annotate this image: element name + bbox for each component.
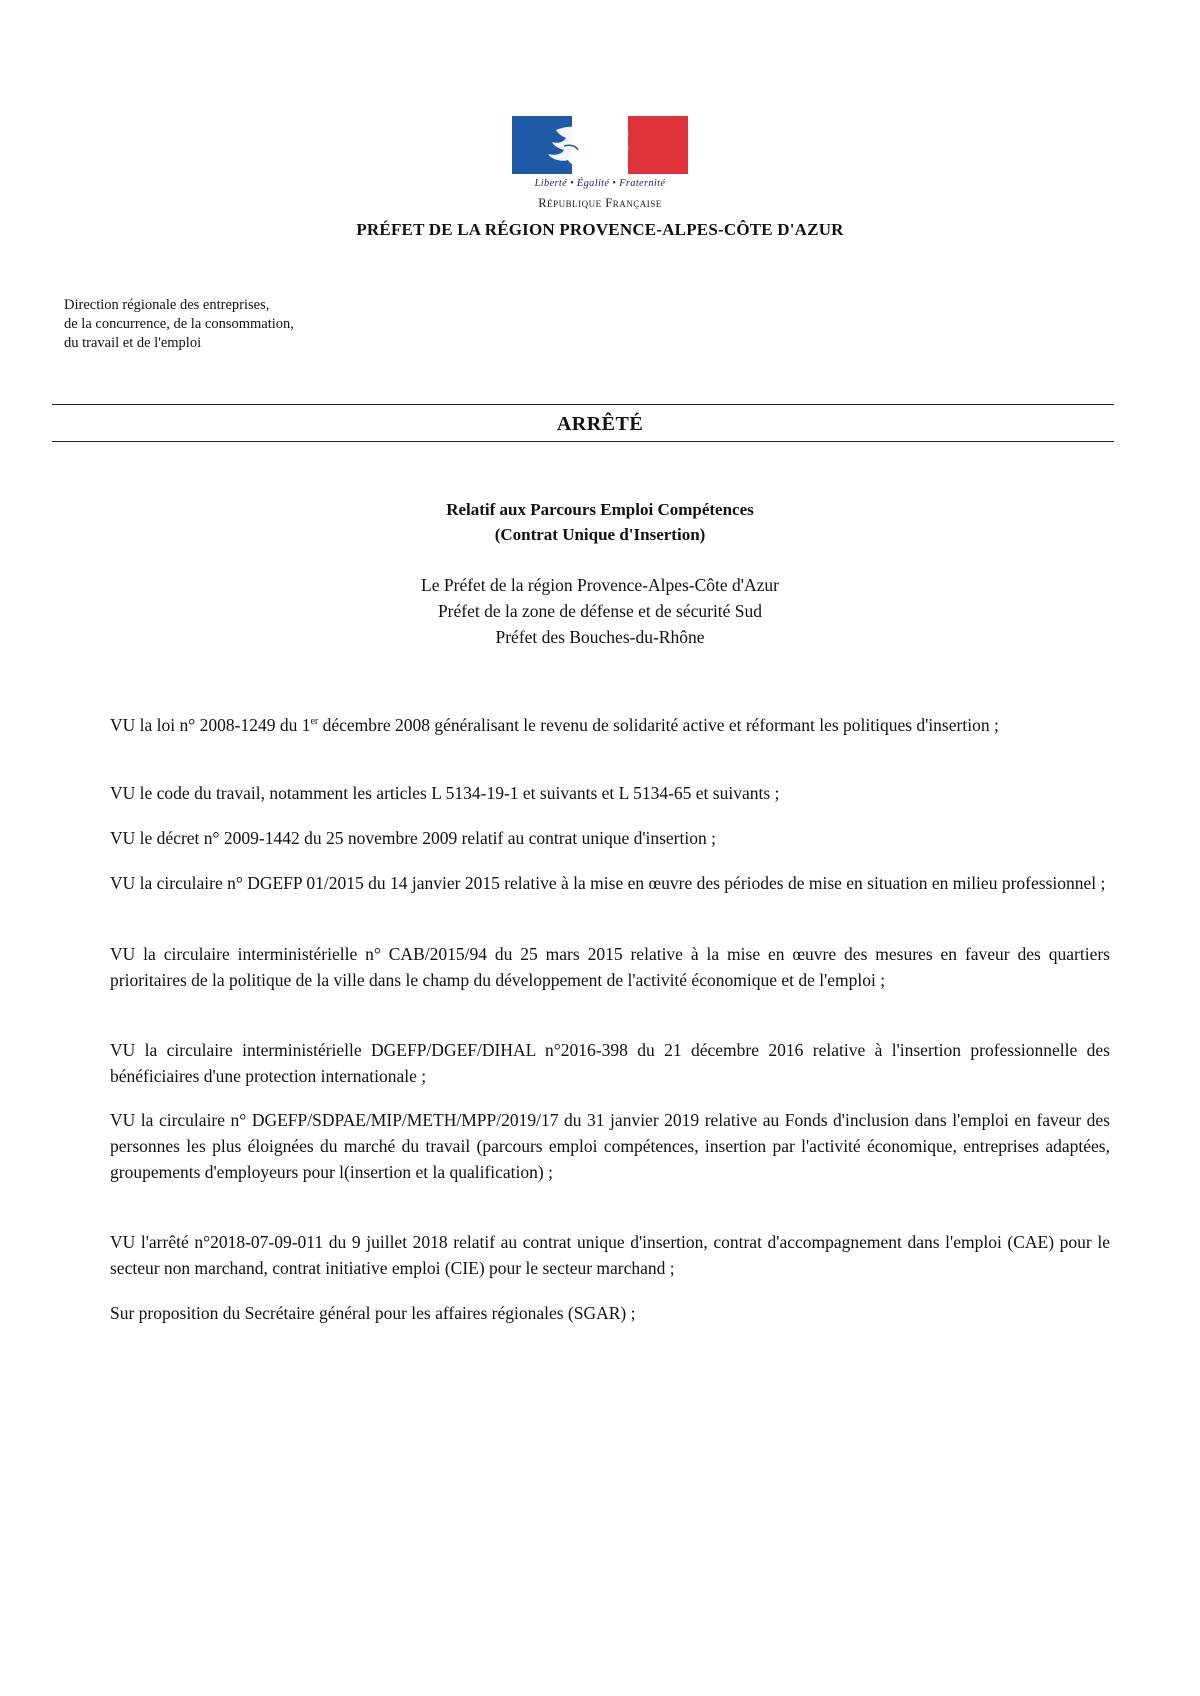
divider <box>52 404 1114 405</box>
direction-line: du travail et de l'emploi <box>64 335 202 351</box>
prefet-title: PRÉFET DE LA RÉGION PROVENCE-ALPES-CÔTE D'AZUR <box>356 220 844 239</box>
issuing-direction <box>64 296 294 353</box>
authority-line: Préfet des Bouches-du-Rhône <box>495 627 705 647</box>
legal-clauses <box>110 712 1110 1326</box>
republic-motto: Liberté • Égalité • Fraternité <box>534 178 666 189</box>
subject-line: (Contrat Unique d'Insertion) <box>494 525 706 544</box>
clause: VU la circulaire interministérielle n° CAB/2015/94 du 25 mars 2015 relative à la mise en œuvre des mesures en faveur des quartiers prioritaires de la politique de la ville dans le champ du développement de l'activité économique et de l'emploi ; <box>110 944 1110 990</box>
clause: VU la circulaire n° DGEFP/SDPAE/MIP/METH/MPP/2019/17 du 31 janvier 2019 relative au Fonds d'inclusion dans l'emploi en faveur des personnes les plus éloignées du marché du travail (parcours emploi compétences, insertion par l'activité économique, entreprises adaptées, groupements d'employeurs pour l(insertion et la qualification) ; <box>110 1110 1110 1182</box>
republic-name: République Française <box>538 196 662 210</box>
marianne-logo-icon <box>512 116 688 174</box>
clause: VU la circulaire interministérielle DGEFP/DGEF/DIHAL n°2016-398 du 21 décembre 2016 relative à l'insertion professionnelle des bénéficiaires d'une protection internationale ; <box>110 1040 1110 1086</box>
authority-line: Le Préfet de la région Provence-Alpes-Côte d'Azur <box>421 575 779 595</box>
authority-block <box>0 572 1200 650</box>
clause: VU la circulaire n° DGEFP 01/2015 du 14 janvier 2015 relative à la mise en œuvre des périodes de mise en situation en milieu professionnel ; <box>110 873 1106 893</box>
clause: VU le code du travail, notamment les articles L 5134-19-1 et suivants et L 5134-65 et suivants ; <box>110 783 780 803</box>
direction-line: Direction régionale des entreprises, <box>64 297 270 313</box>
clause: VU le décret n° 2009-1442 du 25 novembre 2009 relatif au contrat unique d'insertion ; <box>110 828 716 848</box>
clause: VU la loi n° 2008-1249 du 1er décembre 2008 généralisant le revenu de solidarité active et réformant les politiques d'insertion ; <box>110 715 999 735</box>
divider <box>52 441 1114 442</box>
subject-line: Relatif aux Parcours Emploi Compétences <box>446 500 754 519</box>
clause: VU l'arrêté n°2018-07-09-011 du 9 juillet 2018 relatif au contrat unique d'insertion, contrat d'accompagnement dans l'emploi (CAE) pour le secteur non marchand, contrat initiative emploi (CIE) pour le secteur marchand ; <box>110 1232 1110 1278</box>
clause: Sur proposition du Secrétaire général pour les affaires régionales (SGAR) ; <box>110 1303 636 1323</box>
authority-line: Préfet de la zone de défense et de sécurité Sud <box>437 601 763 621</box>
document-subject <box>0 497 1200 547</box>
document-type: ARRÊTÉ <box>556 413 644 435</box>
direction-line: de la concurrence, de la consommation, <box>64 316 294 332</box>
